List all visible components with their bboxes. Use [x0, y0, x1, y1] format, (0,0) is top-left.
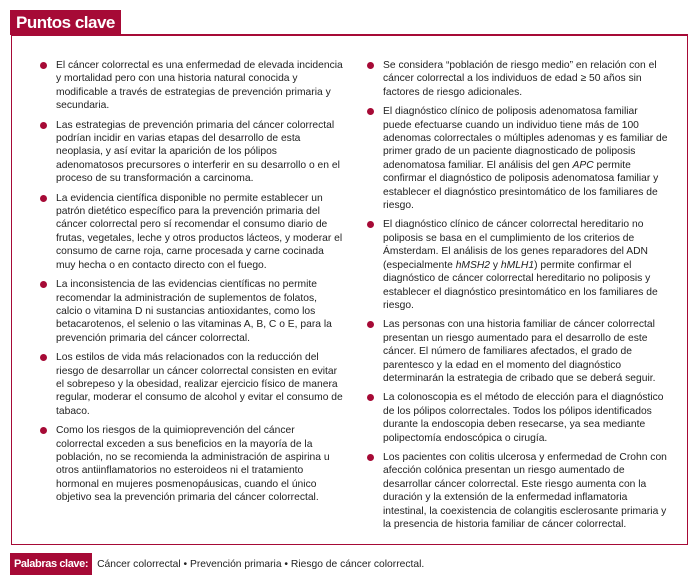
list-item	[366, 218, 668, 312]
item-text: La inconsistencia de las evidencias científicas no permite recomendar la administración de suplementos de folatos, calcio o vitamina D ni sustancias antioxidantes, como los betacarotenos, el selenio o las vitaminas A, B, C o E, para la prevención primaria del cáncer colorrectal.	[56, 279, 332, 344]
bullet-icon	[367, 108, 374, 115]
item-text: La colonoscopia es el método de elección para el diagnóstico de los pólipos colorrectales. Todos los pólipos identificados durante la endoscopia deben resecarse, ya sea mediante polipectomía endoscópica o cirugía.	[383, 392, 664, 444]
bullet-icon	[367, 454, 374, 461]
bullet-icon	[40, 195, 47, 202]
list-item	[366, 318, 668, 385]
list-item	[366, 391, 668, 445]
item-text: El diagnóstico clínico de cáncer colorrectal hereditario no poliposis se basa en el cumplimiento de los criterios de Ámsterdam. El análisis de los genes reparadores del ADN (especialmente	[383, 219, 648, 271]
list-item	[39, 424, 345, 504]
bullet-icon	[40, 354, 47, 361]
bullet-icon	[40, 122, 47, 129]
item-text: Los pacientes con colitis ulcerosa y enfermedad de Crohn con afección colónica presentan un riesgo aumentado de desarrollar cáncer colorrectal. Este riesgo aumenta con la duración y la extensión de la enfermedad inflamatoria intestinal, la coexistencia de colangitis esclerosante primaria y la presencia de historia familiar de cáncer colorrectal.	[383, 451, 667, 530]
gene-name: hMSH2	[455, 259, 491, 271]
list-item	[366, 451, 668, 531]
item-text: Los estilos de vida más relacionados con la reducción del riesgo de desarrollar un cáncer colorrectal consisten en evitar el sobrepeso y la obesidad, realizar ejercicio físico de manera regular, moderar el consumo de alcohol y evitar el consumo de tabaco.	[56, 352, 343, 417]
list-item	[39, 278, 345, 345]
list-item	[366, 105, 668, 212]
keywords-label: Palabras clave:	[10, 553, 92, 575]
list-item	[39, 192, 345, 272]
item-text: permite confirmar el diagnóstico de poliposis adenomatosa familiar y establecer el diagnóstico presintomático de los familiares de riesgo.	[383, 159, 659, 212]
list-item	[366, 59, 668, 99]
key-points-list-left	[39, 59, 345, 505]
bullet-icon	[367, 62, 374, 69]
bullet-icon	[40, 281, 47, 288]
bullet-icon	[40, 427, 47, 434]
item-text: ) permite confirmar el diagnóstico de cáncer colorrectal hereditario no poliposis y establecer el diagnóstico presintomático en los familiares de riesgo.	[383, 259, 658, 311]
keywords-bar	[10, 553, 424, 575]
item-text: El cáncer colorrectal es una enfermedad de elevada incidencia y mortalidad pero con una historia natural conocida y modificable a través de estrategias de prevención primaria y secundaria.	[56, 60, 343, 112]
item-text: El diagnóstico clínico de poliposis adenomatosa familiar puede efectuarse cuando un individuo tiene más de 100 adenomas colorrectales o múltiples adenomas y es familiar de primer grado de un paciente diagnosticado de poliposis adenomatosa familiar. El análisis del gen	[383, 106, 668, 171]
bullet-icon	[367, 221, 374, 228]
item-text: Se considera “población de riesgo medio” en relación con el cáncer colorrectal a los individuos de edad ≥ 50 años sin factores de riesgo adicionales.	[383, 60, 657, 98]
item-text: y	[490, 259, 501, 271]
bullet-icon	[40, 62, 47, 69]
bullet-icon	[367, 394, 374, 401]
keywords-value: Cáncer colorrectal • Prevención primaria • Riesgo de cáncer colorrectal.	[97, 558, 425, 570]
section-title: Puntos clave	[10, 10, 121, 35]
item-text: Como los riesgos de la quimioprevención del cáncer colorrectal exceden a sus beneficios en la mayoría de la población, no se recomienda la administración de aspirina u otros antiinflamatorios no esteroideos ni el tratamiento hormonal en mujeres posmenopáusicas, cuando el único objetivo sea la prevención primaria del cáncer colorrectal.	[56, 425, 330, 504]
list-item	[39, 59, 345, 113]
key-points-list-right	[366, 59, 668, 531]
item-text: Las personas con una historia familiar de cáncer colorrectal presentan un riesgo aumentado para el desarrollo de este cáncer. El número de familiares afectados, el grado de parentesco y la edad en el momento del diagnóstico determinarán la estrategia de cribado que se deberá seguir.	[383, 319, 656, 384]
item-text: Las estrategias de prevención primaria del cáncer colorrectal podrían incidir en varias etapas del desarrollo de esta neoplasia, y así evitar la aparición de los pólipos adenomatosos precursores o interferir en su desarrollo o en el proceso de su transformación a carcinoma.	[56, 119, 340, 185]
list-item	[39, 119, 345, 186]
left-column	[39, 59, 345, 511]
list-item	[39, 351, 345, 418]
gene-name: APC	[572, 159, 594, 171]
gene-name: hMLH1	[500, 259, 535, 271]
right-column	[366, 59, 668, 537]
bullet-icon	[367, 321, 374, 328]
item-text: La evidencia científica disponible no permite establecer un patrón dietético específico para la prevención primaria del cáncer colorrectal pero sí recomendar el consumo diario de frutas, vegetales, leche y otros productos lácteos, y moderar el consumo de carne roja, carne procesada y carne cocinada muy hecha o en contacto directo con el fuego.	[56, 192, 343, 271]
